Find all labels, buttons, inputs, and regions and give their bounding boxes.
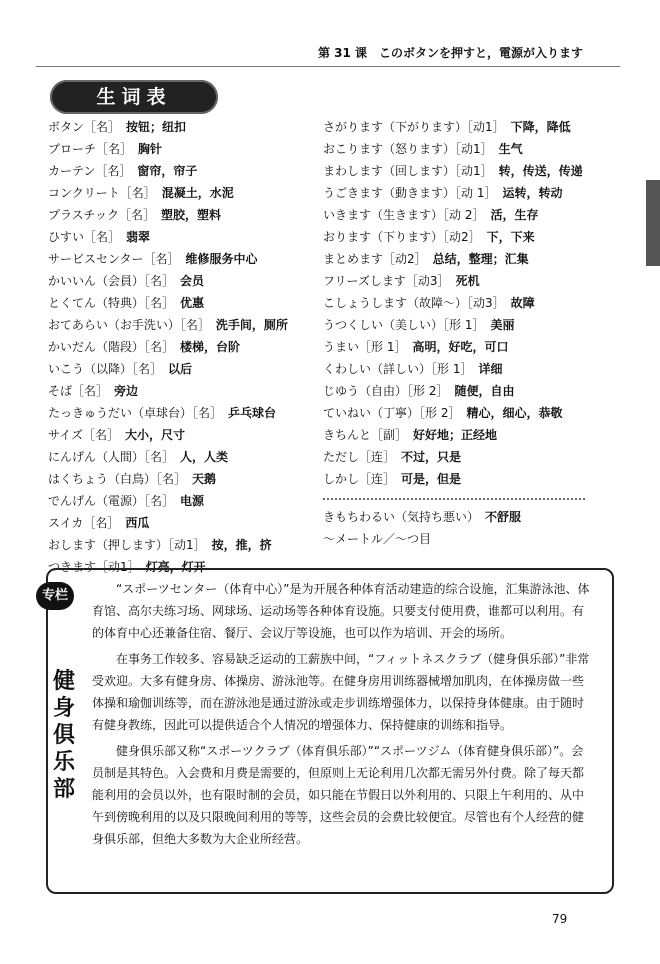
- vocab-meaning: 旁边: [114, 384, 139, 398]
- vocab-word: まわします（回します）［动1］: [323, 164, 493, 178]
- vocab-word: しかし［连］: [323, 472, 396, 486]
- vocab-meaning: 可是，但是: [401, 472, 462, 486]
- vocab-meaning: 详细: [478, 362, 503, 376]
- vocab-meaning: 人，人类: [180, 450, 229, 464]
- vocab-entry: [48, 380, 313, 402]
- vocab-entry: [323, 248, 591, 270]
- vocab-word: ひすい［名］: [48, 230, 121, 244]
- vocab-meaning: 洗手间，厕所: [215, 318, 288, 332]
- vocab-entry: [48, 424, 313, 446]
- vocab-entry: [323, 528, 591, 550]
- vocab-meaning: 精心，细心，恭敬: [466, 406, 563, 420]
- header-divider: [36, 66, 620, 67]
- vocab-meaning: 天鹅: [192, 472, 217, 486]
- vocab-meaning: 乒乓球台: [228, 406, 277, 420]
- vocab-entry: [48, 446, 313, 468]
- vocab-entry: [48, 270, 313, 292]
- vocab-meaning: 胸针: [138, 142, 163, 156]
- vocab-entry: [323, 226, 591, 248]
- vocab-meaning: 运转，转动: [502, 186, 563, 200]
- vocab-entry: [323, 160, 591, 182]
- vocab-word: まとめます［动2］: [323, 252, 427, 266]
- vocab-word: じゆう（自由）［形 2］: [323, 384, 449, 398]
- vocab-meaning: 窗帘，帘子: [137, 164, 198, 178]
- vocab-entry: [323, 506, 591, 528]
- vocab-meaning: 下降，降低: [510, 120, 571, 134]
- vocab-word: さがります（下がります）［动1］: [323, 120, 505, 134]
- vocab-meaning: 翡翠: [126, 230, 151, 244]
- vocab-word: そば［名］: [48, 384, 109, 398]
- vocab-entry: [48, 182, 313, 204]
- column-body: [92, 578, 594, 854]
- column-title: [52, 668, 76, 803]
- column-paragraph: 健身俱乐部又称“スポーツクラブ（体育俱乐部）”“スポーツジム（体育健身俱乐部）”。会员制是其特色。入会费和月费是需要的，但原则上无论利用几次都无需另外付费。除了每天都能利用的会员以外，也有限时制的会员，如只能在节假日以外利用的、只限上午利用的、从中午到傍晚利用的以及只限晚间利用的等等，这些会员的会费比较便宜。尽管也有个人经营的健身俱乐部，但绝大多数为大企业所经营。: [92, 744, 585, 846]
- vocab-entry: [323, 424, 591, 446]
- vocab-word: かいいん（会員）［名］: [48, 274, 175, 288]
- vocab-meaning: 生气: [498, 142, 523, 156]
- vocab-title: 生词表: [50, 80, 218, 114]
- vocab-meaning: 西瓜: [125, 516, 150, 530]
- vocab-word: ただし［连］: [323, 450, 396, 464]
- vocab-meaning: 优惠: [180, 296, 205, 310]
- vocab-meaning: 电源: [180, 494, 205, 508]
- vocab-entry: [323, 270, 591, 292]
- column-title-char: 乐: [52, 750, 75, 775]
- vocab-entry: [323, 446, 591, 468]
- column-badge: 专栏: [36, 582, 74, 610]
- vocab-meaning: 以后: [168, 362, 193, 376]
- vocab-entry: [323, 314, 591, 336]
- vocab-word: サイズ［名］: [48, 428, 120, 442]
- vocab-word: サービスセンター［名］: [48, 252, 180, 266]
- vocab-word: にんげん（人間）［名］: [48, 450, 175, 464]
- vocab-meaning: 高明，好吃，可口: [412, 340, 509, 354]
- vocab-word: コンクリート［名］: [48, 186, 156, 200]
- vocab-word: こしょうします（故障～）［动3］: [323, 296, 505, 310]
- vocab-entry: [323, 358, 591, 380]
- vocab-word: おてあらい（お手洗い）［名］: [48, 318, 210, 332]
- vocab-word: プラスチック［名］: [48, 208, 156, 222]
- side-tab-marker: [646, 180, 660, 266]
- vocab-meaning: 死机: [455, 274, 480, 288]
- vocab-word: とくてん（特典）［名］: [48, 296, 175, 310]
- vocab-entry: [48, 160, 313, 182]
- vocab-word: おります（下ります）［动2］: [323, 230, 481, 244]
- vocab-word: ブローチ［名］: [48, 142, 133, 156]
- column-title-char: 俱: [52, 723, 75, 748]
- vocab-entry: [48, 116, 313, 138]
- vocab-meaning: 活，生存: [490, 208, 539, 222]
- vocab-entry: [323, 182, 591, 204]
- page-header: 第 31 课 このボタンを押すと，電源が入ります: [318, 46, 584, 60]
- vocab-entry: [323, 380, 591, 402]
- vocab-entry: [48, 512, 313, 534]
- vocab-meaning: 维修服务中心: [185, 252, 258, 266]
- vocab-word: いきます（生きます）［动 2］: [323, 208, 485, 222]
- vocab-word: おします（押します）［动1］: [48, 538, 206, 552]
- column-box: [41, 568, 614, 894]
- vocab-meaning: 总结，整理；汇集: [432, 252, 529, 266]
- vocab-meaning: 好好地；正经地: [413, 428, 498, 442]
- vocab-word: ていねい（丁寧）［形 2］: [323, 406, 461, 420]
- vocab-entry: [323, 336, 591, 358]
- vocab-word: うまい［形 1］: [323, 340, 407, 354]
- vocab-meaning: 转，传送，传递: [498, 164, 583, 178]
- vocab-entry: [48, 138, 313, 160]
- vocab-entry: [48, 226, 313, 248]
- vocab-meaning: 随便，自由: [454, 384, 515, 398]
- vocab-word: うつくしい（美しい）［形 1］: [323, 318, 485, 332]
- vocab-entry: [48, 314, 313, 336]
- vocab-entry: [323, 116, 591, 138]
- vocab-left-column: [48, 116, 313, 578]
- vocab-right-column: [323, 116, 591, 550]
- vocab-entry: [48, 292, 313, 314]
- vocab-meaning: 大小，尺寸: [125, 428, 186, 442]
- vocab-word: いこう（以降）［名］: [48, 362, 163, 376]
- vocab-entry: [48, 490, 313, 512]
- column-paragraph: 在事务工作较多、容易缺乏运动的工薪族中间，“フィットネスクラブ（健身俱乐部）”非常受欢迎。大多有健身房、体操房、游泳池等。在健身房用训练器械增加肌肉，在体操房做一些体操和瑜伽训练等，而在游泳池是通过游泳或走步训练增强体力，以保持身体健康。由于随时有健身教练，因此可以提供适合个人情况的增强体力、保持健康的训练和指导。: [92, 652, 590, 732]
- column-paragraph: “スポーツセンター（体育中心）”是为开展各种体育活动建造的综合设施，汇集游泳池、体育馆、高尔夫练习场、网球场、运动场等各种体育设施。只要支付使用费，谁都可以利用。有的体育中心还兼备住宿、餐厅、会议厅等设施，也可以作为培训、开会的场所。: [92, 582, 590, 640]
- vocab-meaning: 楼梯，台阶: [180, 340, 241, 354]
- vocab-word: ～メートル／～つ目: [323, 532, 432, 546]
- dotted-divider: [323, 498, 585, 500]
- vocab-meaning: 灯亮，灯开: [145, 560, 206, 574]
- vocab-word: うごきます（動きます）［动 1］: [323, 186, 497, 200]
- vocab-word: スイカ［名］: [48, 516, 120, 530]
- vocab-word: きちんと［副］: [323, 428, 408, 442]
- vocab-word: ボタン［名］: [48, 120, 121, 134]
- vocab-meaning: 塑胶，塑料: [161, 208, 222, 222]
- column-title-char: 健: [52, 669, 75, 694]
- vocab-entry: [323, 292, 591, 314]
- column-title-char: 身: [52, 696, 75, 721]
- vocab-word: たっきゅうだい（卓球台）［名］: [48, 406, 223, 420]
- vocab-entry: [323, 138, 591, 160]
- vocab-entry: [48, 468, 313, 490]
- page-number: 79: [552, 912, 568, 926]
- vocab-entry: [323, 204, 591, 226]
- vocab-meaning: 故障: [510, 296, 535, 310]
- vocab-entry: [48, 358, 313, 380]
- vocab-word: くわしい（詳しい）［形 1］: [323, 362, 473, 376]
- vocab-entry: [48, 534, 313, 556]
- vocab-meaning: 下，下来: [486, 230, 535, 244]
- vocab-entry: [323, 402, 591, 424]
- vocab-meaning: 不舒服: [485, 510, 522, 524]
- vocab-entry: [48, 204, 313, 226]
- vocab-meaning: 不过，只是: [401, 450, 462, 464]
- vocab-entry: [323, 468, 591, 490]
- vocab-meaning: 按，推，挤: [211, 538, 272, 552]
- vocab-word: おこります（怒ります）［动1］: [323, 142, 493, 156]
- vocab-word: カーテン［名］: [48, 164, 132, 178]
- vocab-meaning: 会员: [180, 274, 205, 288]
- vocab-meaning: 混凝土，水泥: [161, 186, 234, 200]
- column-title-char: 部: [52, 777, 75, 802]
- vocab-meaning: 按钮；纽扣: [126, 120, 187, 134]
- vocab-meaning: 美丽: [490, 318, 515, 332]
- vocab-word: きもちわるい（気持ち悪い）: [323, 510, 480, 524]
- vocab-word: かいだん（階段）［名］: [48, 340, 175, 354]
- vocab-word: はくちょう（白鳥）［名］: [48, 472, 187, 486]
- vocab-word: フリーズします［动3］: [323, 274, 450, 288]
- vocab-entry: [48, 402, 313, 424]
- vocab-entry: [48, 336, 313, 358]
- vocab-entry: [48, 248, 313, 270]
- vocab-word: でんげん（電源）［名］: [48, 494, 175, 508]
- vocab-word: つきます［动1］: [48, 560, 140, 574]
